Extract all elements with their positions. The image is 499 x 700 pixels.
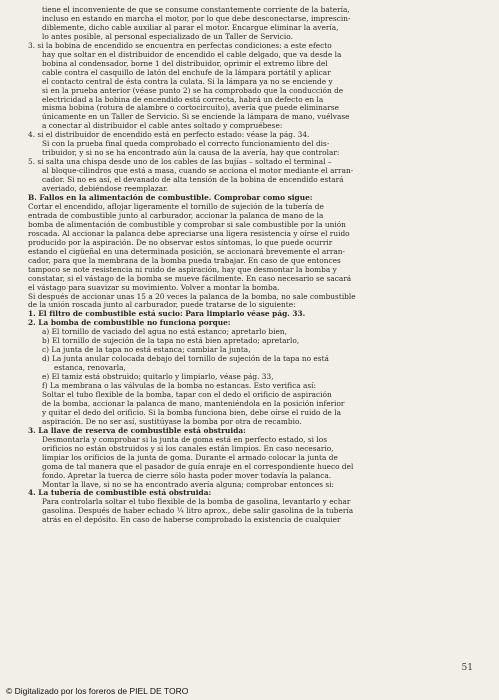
text-line: lo antes posible, al personal especializado de un Taller de Servicio. <box>42 32 293 41</box>
text-line: diblemente, dicho cable auxiliar al parar el motor. Encargue eliminar la avería, <box>42 23 339 32</box>
text-line: atrás en el depósito. En caso de haberse comprobado la existencia de cualquier <box>42 516 341 525</box>
text-line: misma bobina (rotura de alambre o cortocircuito), avería que puede eliminarse <box>42 104 339 113</box>
text-line: gasolina. Después de haber echado ¼ litro aprox., debe salir gasolina de la tubería <box>42 507 354 516</box>
text-line: orificios no están obstruidos y si los canales están limpios. En caso necesario, <box>42 444 334 453</box>
text-line: electricidad a la bobina de encendido está correcta, habrá un defecto en la <box>42 95 324 104</box>
text-line: 2. La bomba de combustible no funciona porque: <box>28 319 231 328</box>
text-line: 1. El filtro de combustible está sucio: Para limpiarlo véase pág. 33. <box>28 310 306 319</box>
text-line: tiene el inconveniente de que se consume constantemente corriente de la batería, <box>42 6 350 14</box>
text-line: e) El tamiz está obstruido; quitarlo y limpiarlo, véase pág. 33, <box>42 373 274 382</box>
page-number: 51 <box>461 663 473 673</box>
text-line: a conectar al distribuidor el cable antes soltado y compruébese: <box>42 122 283 131</box>
text-line: si en la prueba anterior (véase punto 2) se ha comprobado que la conducción de <box>42 86 344 95</box>
text-line: c) La junta de la tapa no está estanca; cambiar la junta, <box>42 346 251 355</box>
text-line: Desmontarla y comprobar si la junta de goma está en perfecto estado, si los <box>42 435 328 444</box>
text-line: aspiración. De no ser así, sustitúyase la bomba por otra de recambio. <box>42 417 302 426</box>
text-line: Cortar el encendido, aflojar ligeramente el tornillo de sujeción de la tubería de <box>28 202 324 211</box>
text-line: constatar, si el vástago de la bomba se mueve fácilmente. En caso necesario se sacará <box>28 274 352 283</box>
text-line: el contacto central de ésta contra la culata. Si la lámpara ya no se enciende y <box>42 77 333 86</box>
text-line: limpiar los orificios de la junta de goma. Durante el armado colocar la junta de <box>42 453 338 462</box>
text-line: y quitar el dedo del orificio. Si la bomba funciona bien, debe oírse el ruido de la <box>42 408 342 417</box>
text-line: estanca, renovarla, <box>54 364 126 373</box>
text-line: cador, para que la membrana de la bomba pueda trabajar. En caso de que entonces <box>28 256 341 265</box>
text-line: 4. La tubería de combustible está obstruida: <box>28 489 212 498</box>
text-line: tampoco se note resistencia ni ruido de aspiración, hay que desmontar la bomba y <box>28 265 337 274</box>
text-line: goma de tal manera que el pasador de guía enraje en el correspondiente hueco del <box>42 462 354 471</box>
text-line: al bloque-cilindros que está a masa, cuando se acciona el motor mediante el arran- <box>42 167 354 176</box>
text-line: 3. La llave de reserva de combustible está obstruida: <box>28 426 246 435</box>
text-line: d) La junta anular colocada debajo del tornillo de sujeción de la tapa no está <box>42 355 329 364</box>
text-line: Soltar el tubo flexible de la bomba, tapar con el dedo el orificio de aspiración <box>42 390 332 399</box>
text-line: 5. si salta una chispa desde uno de los cables de las bujías – soltado el terminal – <box>28 158 332 167</box>
text-line: f) La membrana o las válvulas de la bomba no estancas. Esto verifica así: <box>42 382 317 391</box>
text-line: Si con la prueba final queda comprobado el correcto funcionamiento del dis- <box>42 140 330 149</box>
text-line: Montar la llave, si no se ha encontrado avería alguna; comprobar entonces si: <box>42 480 335 489</box>
text-line: averiado, debiéndose reemplazar. <box>42 185 169 194</box>
body-text <box>28 6 473 525</box>
text-line: B. Fallos en la alimentación de combustible. Comprobar como sigue: <box>28 194 313 203</box>
text-line: roscada. Al accionar la palanca debe apreciarse una ligera resistencia y oírse el ruido <box>28 229 350 238</box>
text-line: de la bomba, accionar la palanca de mano, manteniéndola en la posición inferior <box>42 399 345 408</box>
text-line: entrada de combustible junto al carburador, accionar la palanca de mano de la <box>28 211 324 220</box>
text-line: fondo. Apretar la tuerca de cierre sólo hasta poder mover todavía la palanca. <box>42 471 332 480</box>
text-line: el vástago para suavizar su movimiento. Volver a montar la bomba. <box>28 283 280 292</box>
text-line: cable contra el casquillo de latón del enchufe de la lámpara portátil y aplicar <box>42 68 331 77</box>
text-line: cador. Si no es así, el devanado de alta tensión de la bobina de encendido estará <box>42 176 344 185</box>
text-line: Para controlarla soltar el tubo flexible de la bomba de gasolina, levantarlo y echar <box>42 498 351 507</box>
text-line: únicamente en un Taller de Servicio. Si se enciende la lámpara de mano, vuélvase <box>42 113 350 122</box>
text-line: incluso en estando en marcha el motor, por lo que debe desconectarse, imprescin- <box>42 14 351 23</box>
text-line: de la unión roscada junto al carburador, puede tratarse de lo siguiente: <box>28 301 296 310</box>
text-line: estando el cigüeñal en una determinada posición, se accionará brevemente el arran- <box>28 247 346 256</box>
text-line: producido por la aspiración. De no observar estos síntomas, lo que puede ocurrir <box>28 238 333 247</box>
text-line: 4. si el distribuidor de encendido está en perfecto estado: véase la pág. 34. <box>28 131 310 140</box>
text-line: hay que soltar en el distribuidor de encendido el cable delgado, que va desde la <box>42 50 342 59</box>
scan-credit: © Digitalizado por los foreros de PIEL DE TORO <box>6 686 189 696</box>
text-line: b) El tornillo de sujeción de la tapa no está bien apretado; apretarlo, <box>42 337 300 346</box>
text-line: a) El tornillo de vaciado del agua no está estanco; apretarlo bien, <box>42 328 287 337</box>
text-line: bobina al condensador, borne 1 del distribuidor, oprimir el extremo libre del <box>42 59 328 68</box>
text-line: tribuidor, y si no se ha encontrado aún la causa de la avería, hay que controlar: <box>42 149 340 158</box>
text-line: Si después de accionar unas 15 a 20 veces la palanca de la bomba, no sale combustible <box>28 292 356 301</box>
text-line: 3. si la bobina de encendido se encuentra en perfectas condiciones: a este efecto <box>28 41 332 50</box>
text-line: bomba de alimentación de combustible y comprobar si sale combustible por la unión <box>28 220 346 229</box>
